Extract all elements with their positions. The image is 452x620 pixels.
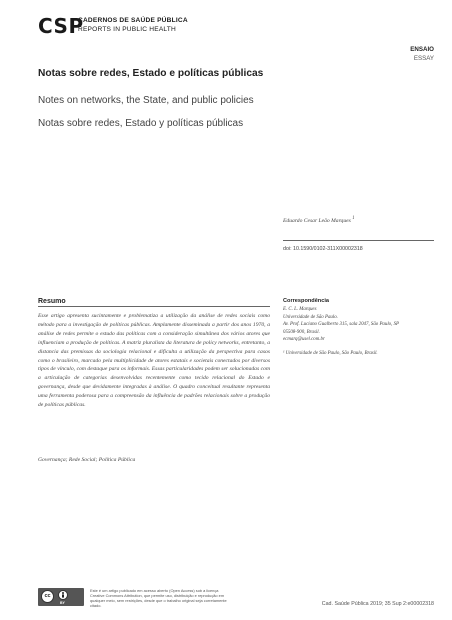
abstract-heading: Resumo [38, 298, 66, 305]
cc-icon: cc [41, 590, 54, 603]
title-english: Notes on networks, the State, and public policies [38, 95, 254, 106]
cc-by-label: BY [60, 601, 65, 605]
correspondence-line: 05508-900, Brasil. [283, 329, 320, 335]
correspondence-email[interactable]: ecmarq@usel.com.br [283, 337, 325, 343]
affiliation-note: ¹ Universidade de São Paulo, São Paulo, Brasil. [283, 351, 378, 356]
attribution-person-icon [58, 590, 68, 600]
divider [283, 240, 434, 241]
correspondence-line: E. C. L. Marques [283, 307, 317, 312]
author-name: Eduardo Cesar Leão Marques [283, 217, 351, 224]
correspondence-heading: Correspondência [283, 298, 330, 304]
author-affiliation-marker: 1 [352, 216, 355, 221]
license-text: Este é um artigo publicado em acesso aberto (Open Access) sob a licença Creative Commons Attribution, que permite uso, distribuição e reprodução em qualquer meio, sem restrições, desde que o trabalho original seja corretamente citado. [90, 588, 227, 608]
journal-name: CADERNOS DE SAÚDE PÚBLICA [78, 17, 188, 24]
correspondence-line: Av. Prof. Luciano Gualberto 315, sala 2047, São Paulo, SP [283, 322, 400, 328]
section-label-pt: ENSAIO [410, 46, 434, 53]
correspondence-address [283, 306, 443, 344]
correspondence-line: Universidade de São Paulo. [283, 314, 338, 320]
section-label-en: ESSAY [413, 55, 434, 62]
journal-subtitle: REPORTS IN PUBLIC HEALTH [78, 26, 176, 33]
journal-logo: CSP [38, 14, 84, 38]
citation-footer: Cad. Saúde Pública 2019; 35 Sup 2:e00002318 [321, 601, 434, 607]
divider [38, 306, 270, 307]
author-line [283, 216, 355, 224]
doi-link[interactable]: doi: 10.1590/0102-311X00002318 [283, 246, 363, 252]
title-portuguese: Notas sobre redes, Estado e políticas públicas [38, 68, 264, 79]
keywords: Governança; Rede Social; Política Pública [38, 457, 136, 463]
title-spanish: Notas sobre redes, Estado y políticas públicas [38, 118, 244, 129]
abstract-text: Esse artigo apresenta sucintamente e problematiza a utilização da análise de redes sociais como método para a investigação de políticas públicas. Amplamente disseminada a partir dos anos 1970, a análise de redes permite o estudo das políticas com a consideração simultânea dos vários atores que influenciam a produção de políticas. A matriz pluralista da literatura de policy networks, entretanto, a distancia das premissas da sociologia relacional e dificulta a utilização da perspectiva para casos como o brasileiro, marcado pela multiplicidade de atores estatais e societais conectados por diversos tipos de vínculo, com destaque para os informais. Essas particularidades podem ser solucionadas com a articulação de categorias desenvolvidas recentemente como tecido relacional do Estado e governança, desde que devidamente integradas à análise. O quadro conceitual resultante representa uma ferramenta poderosa para a compreensão da influência de padrões relacionais sobre a produção de políticas públicas. [38, 313, 270, 409]
